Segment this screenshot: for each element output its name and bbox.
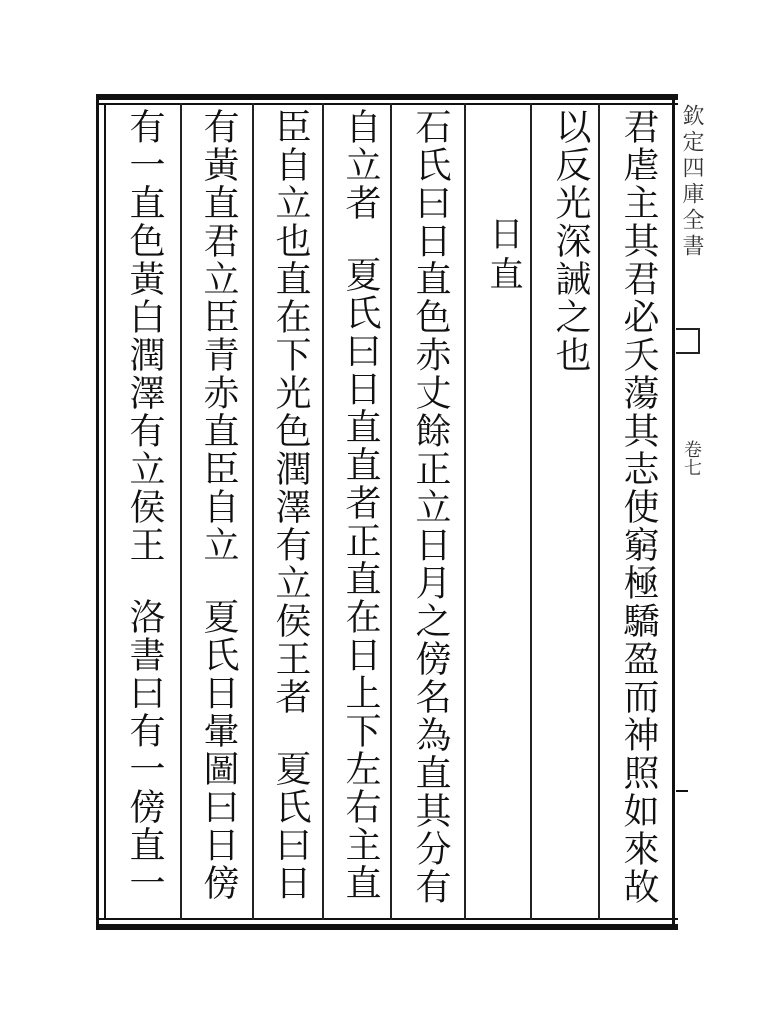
- column-text: 夏氏曰日: [270, 750, 311, 902]
- margin-edge-tick: [676, 790, 688, 792]
- frame-bottom-inner-line: [96, 918, 678, 920]
- column-text: 有一直色黃白潤澤有立侯王: [124, 108, 165, 564]
- column-text: 石氏曰日直色赤丈餘正立日月之傍名為直其分有: [410, 108, 451, 906]
- column-divider: [322, 103, 324, 920]
- column-divider: [180, 103, 182, 920]
- column-divider: [464, 103, 466, 920]
- text-column-4: [402, 108, 458, 916]
- text-column-7: [190, 108, 246, 916]
- frame-left-border: [96, 94, 99, 930]
- column-divider: [530, 103, 532, 920]
- margin-book-title: 欽定四庫全書: [679, 104, 704, 260]
- text-column-2: [542, 108, 598, 916]
- frame-bottom-border: [96, 924, 678, 930]
- column-text: 以反光深誡之也: [550, 108, 591, 374]
- frame-left-inner-line: [104, 103, 106, 920]
- text-column-8: [116, 108, 172, 916]
- column-divider: [598, 103, 600, 920]
- column-divider: [252, 103, 254, 920]
- frame-right-border: [672, 94, 675, 930]
- text-column-6: [262, 108, 318, 916]
- frame-top-border: [96, 94, 678, 100]
- column-text: 自立者: [340, 108, 381, 222]
- heading-text: 日直: [483, 216, 523, 296]
- column-text: 洛書曰有一傍直一: [124, 598, 165, 902]
- text-column-5: [332, 108, 388, 916]
- column-text: 夏氏日暈圖曰日傍: [198, 598, 239, 902]
- frame-top-inner-line: [96, 103, 678, 105]
- fish-tail-mark: [676, 328, 700, 354]
- column-divider: [390, 103, 392, 920]
- column-text: 有黃直君立臣青赤直臣自立: [198, 108, 239, 564]
- text-column-1: [610, 108, 666, 916]
- margin-volume-label: 卷七: [681, 440, 702, 476]
- column-text: 臣自立也直在下光色潤澤有立侯王者: [270, 108, 311, 716]
- column-text: 君虐主其君必夭蕩其志使窮極驕盈而神照如來故: [618, 108, 659, 906]
- section-heading-ri-zhi: [478, 216, 528, 296]
- column-text: 夏氏曰日直直者正直在日上下左右主直: [340, 256, 381, 902]
